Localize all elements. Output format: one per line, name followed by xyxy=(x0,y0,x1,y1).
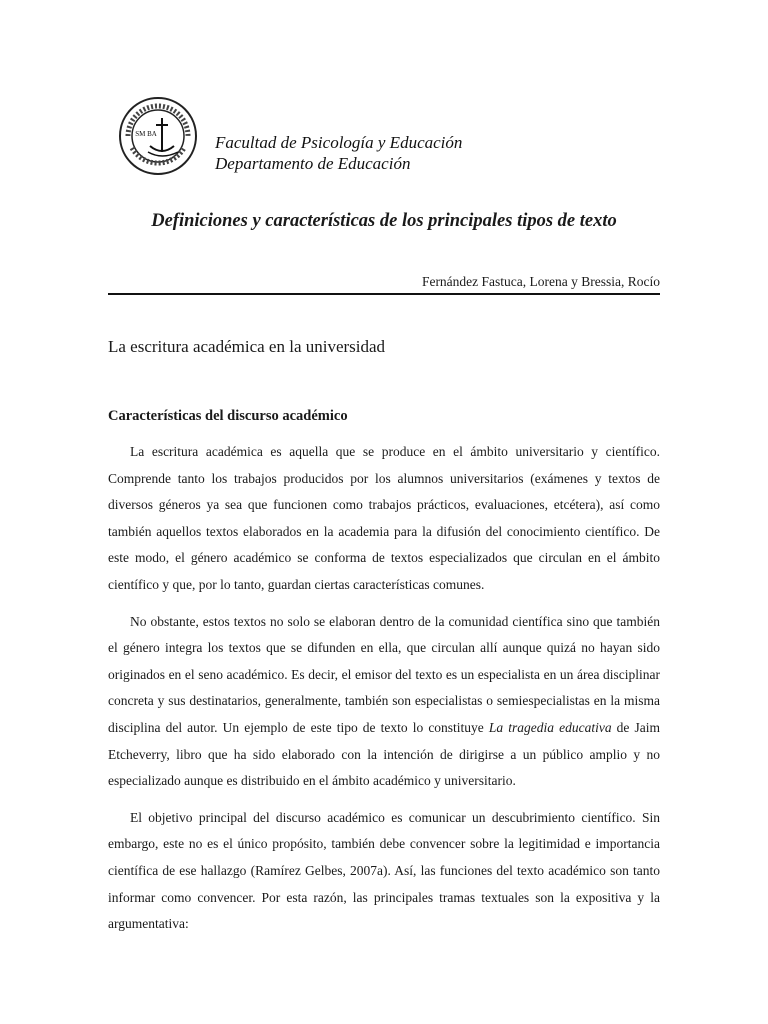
book-title-italic: La tragedia educativa xyxy=(488,719,612,735)
university-seal-logo xyxy=(118,96,198,176)
institution-header xyxy=(215,132,462,174)
paragraph-3: El objetivo principal del discurso académico es comunicar un descubrimiento científico. Sin embargo, este no es el único propósito, también debe convencer sobre la legitimidad e importancia científica de ese hallazgo (Ramírez Gelbes, 2007a). Así, las funciones del texto académico son tanto informar como convencer. Por esta razón, las principales tramas textuales son la expositiva y la argumentativa: xyxy=(108,809,660,932)
paragraph-1: La escritura académica es aquella que se produce en el ámbito universitario y científico. Comprende tanto los trabajos producidos por los alumnos universitarios (exámenes y textos de diversos géneros ya sea que funcionen como trabajos prácticos, evaluaciones, etcétera), así como también aquellos textos elaborados en la academia para la difusión del conocimiento científico. De este modo, el género académico se conforma de textos especializados que circulan en el ámbito científico y que, por lo tanto, guardan ciertas características comunes. xyxy=(108,444,660,592)
paragraph-2-part-1: No obstante, estos textos no solo se elaboran dentro de la comunidad científica sino que también el género integra los textos que se difunden en ella, que circulan allí aunque quizá no hayan sido originados en el seno académico. Es decir, el emisor del texto es un especialista en un área disciplinar concreta y sus destinatarios, generalmente, también son especialistas o semiespecialistas en la misma disciplina del autor. Un ejemplo de este tipo de texto lo constituye xyxy=(108,613,660,735)
body-text xyxy=(108,439,660,948)
header-divider xyxy=(108,293,660,295)
logo-initials: SM BA xyxy=(135,130,157,138)
authors-line: Fernández Fastuca, Lorena y Bressia, Rocío xyxy=(421,274,660,289)
document-title: Definiciones y características de los principales tipos de texto xyxy=(151,211,617,231)
faculty-name: Facultad de Psicología y Educación xyxy=(215,133,463,152)
subsection-title: Características del discurso académico xyxy=(108,408,348,424)
paragraph-2-part-2: de Jaim Etcheverry, libro que ha sido elaborado con la intención de dirigirse a un público amplio y no especializado aunque es distribuido en el ámbito académico y universitario. xyxy=(108,719,661,789)
section-title: La escritura académica en la universidad xyxy=(108,337,386,356)
paragraph-2 xyxy=(108,609,660,795)
department-name: Departamento de Educación xyxy=(215,154,411,173)
